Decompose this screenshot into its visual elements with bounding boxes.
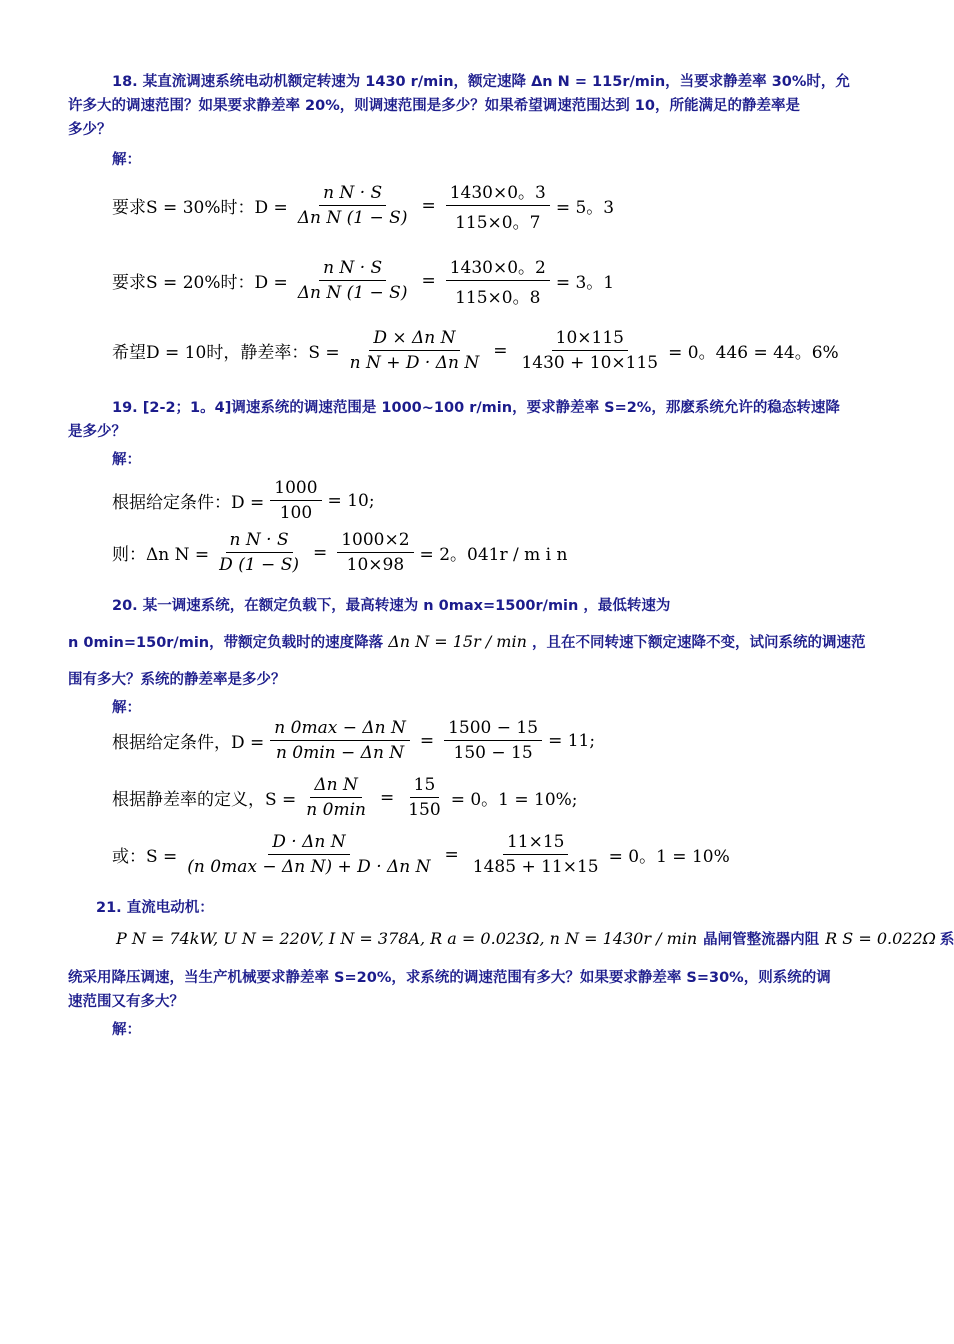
- q20-line1: 20. 某一调速系统，在额定负载下，最高转速为 n 0max=1500r/min ，最低转速为: [112, 598, 671, 614]
- q18-eq1: 要求S = 30%时：D = $\frac{\text{n N · S}}{\text{Δn N (1 − S)}}$ = $\frac{1430\times 0。3}{115\times 0。7}$ = 5。3: [112, 178, 614, 233]
- q20-solution-label: 解：: [112, 700, 141, 716]
- q20-eq3: 或：S = $\frac{\text{D · Δn N}}{\text{(n 0max − Δn N) + D · Δn N}}$ = $\frac{11\times 15}{1485 + 11\times 15}$ = 0。1 = 10%: [112, 832, 730, 877]
- q19-solution-label: 解：: [112, 452, 141, 468]
- q18-text: [68, 70, 898, 142]
- q21-text: [68, 966, 898, 1014]
- q19-text: [68, 396, 898, 444]
- q21-line2: 统采用降压调速，当生产机械要求静差率 S=20%，求系统的调速范围有多大？如果要求静差率 S=30%，则系统的调: [68, 970, 831, 986]
- q21-solution-label: 解：: [112, 1022, 141, 1038]
- q18-eq3: 希望D = 10时，静差率：S = $\frac{\text{D × Δn N}}{\text{n N + D · Δn N}}$ = $\frac{10\times 115}{1430 + 10\times 115}$ = 0。446 = 44。6%: [112, 328, 839, 373]
- q21-line3: 速范围又有多大？: [68, 994, 184, 1010]
- q21-title: 21. 直流电动机：: [96, 900, 214, 916]
- q21-params: P N = 74kW, U N = 220V, I N = 378A, R a = 0.023Ω, n N = 1430r / min: [116, 929, 698, 948]
- q18-eq2: 要求S = 20%时：D = $\frac{\text{n N · S}}{\text{Δn N (1 − S)}}$ = $\frac{1430\times 0。2}{115\times 0。8}$ = 3。1: [112, 253, 614, 308]
- q18-line2: 许多大的调速范围？如果要求静差率 20%，则调速范围是多少？如果希望调速范围达到 10，所能满足的静差率是: [68, 98, 800, 114]
- q18-line1: 18. 某直流调速系统电动机额定转速为 1430 r/min，额定速降 Δn N = 115r/min，当要求静差率 30%时，允: [112, 74, 850, 90]
- q18-line3: 多少？: [68, 122, 112, 138]
- q21-params-line: P N = 74kW, U N = 220V, I N = 378A, R a = 0.023Ω, n N = 1430r / min 晶闸管整流器内阻 R S = 0.022Ω 系: [116, 929, 954, 948]
- q19-line1: 19. [2-2；1。4]调速系统的调速范围是 1000~100 r/min，要求静差率 S=2%，那麽系统允许的稳态转速降: [112, 400, 840, 416]
- q20-eq1: 根据给定条件，D = $\frac{\text{n 0max − Δn N}}{\text{n 0min − Δn N}}$ = $\frac{1500 - 15}{150 - 15}$ = 11;: [112, 718, 596, 763]
- q19-line2: 是多少？: [68, 424, 126, 440]
- q20-eq2: 根据静差率的定义，S = $\frac{\text{Δn N}}{n 0\min}$ = $\frac{15}{150}$ = 0。1 = 10%;: [112, 775, 578, 820]
- q21-rs: R S = 0.022Ω: [825, 929, 936, 948]
- q19-eq1: 根据给定条件：D = $\frac{1000}{100}$ = 10;: [112, 478, 375, 523]
- q20-line2: n 0min=150r/min，带额定负载时的速度降落 Δn N = 15r / min ，且在不同转速下额定速降不变，试问系统的调速范: [68, 632, 866, 651]
- q18-solution-label: 解：: [112, 152, 141, 168]
- q20-line3: 围有多大？系统的静差率是多少？: [68, 672, 286, 688]
- q19-eq2: 则：Δn N = $\frac{\text{n N · S}}{D (1 - S)}$ = $\frac{1000\times 2}{10\times 98}$ = 2。041r / m i n: [112, 530, 568, 575]
- q20-inline-formula: Δn N = 15r / min: [388, 632, 527, 651]
